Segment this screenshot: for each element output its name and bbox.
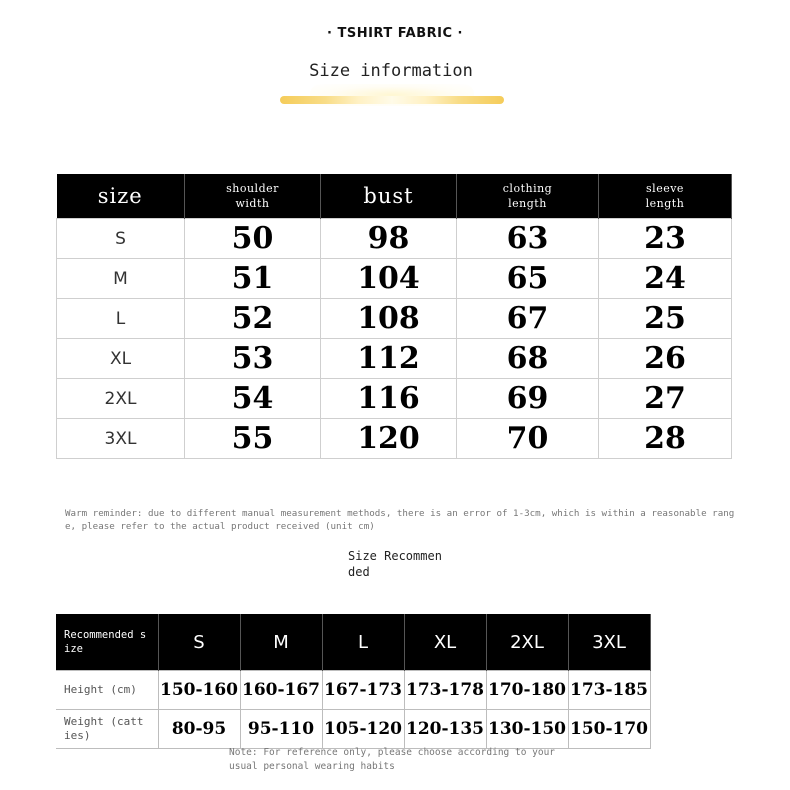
clothing-length-cell: 70: [457, 419, 599, 459]
header-recommended-size: Recommended size: [56, 614, 158, 671]
height-value: 150-160: [158, 671, 240, 710]
height-value: 173-185: [568, 671, 650, 710]
sleeve-length-cell: 26: [599, 339, 732, 379]
size-cell: 3XL: [57, 419, 185, 459]
weight-row: [56, 710, 650, 749]
bust-cell: 98: [321, 219, 457, 259]
table-row: [57, 259, 732, 299]
height-value: 160-167: [240, 671, 322, 710]
height-value: 170-180: [486, 671, 568, 710]
header-clothing-length: [457, 174, 599, 219]
brand-title: · TSHIRT FABRIC ·: [327, 26, 463, 41]
size-cell: 2XL: [57, 379, 185, 419]
header-shoulder-width: [185, 174, 321, 219]
table-row: [57, 299, 732, 339]
header-sleeve-length-label: sleeve length: [645, 182, 685, 210]
header-bust: bust: [321, 174, 457, 219]
measurement-reminder: Warm reminder: due to different manual measurement methods, there is an error of 1-3cm, which is within a reasonable range, please refer to the actual product received (unit cm): [65, 508, 735, 532]
bust-cell: 112: [321, 339, 457, 379]
size-cell: XL: [57, 339, 185, 379]
sleeve-length-cell: 27: [599, 379, 732, 419]
shoulder-width-cell: 50: [185, 219, 321, 259]
shoulder-width-cell: 53: [185, 339, 321, 379]
weight-value: 130-150: [486, 710, 568, 749]
clothing-length-cell: 65: [457, 259, 599, 299]
sleeve-length-cell: 23: [599, 219, 732, 259]
reference-note: Note: For reference only, please choose according to your usual personal wearing habits: [229, 747, 556, 772]
size-table-header: [57, 174, 732, 219]
height-value: 167-173: [322, 671, 404, 710]
shoulder-width-cell: 51: [185, 259, 321, 299]
header-sleeve-length: [599, 174, 732, 219]
weight-value: 95-110: [240, 710, 322, 749]
table-row: [57, 419, 732, 459]
weight-value: 150-170: [568, 710, 650, 749]
table-row: [57, 379, 732, 419]
bust-cell: 104: [321, 259, 457, 299]
weight-value: 105-120: [322, 710, 404, 749]
recommendation-title: Size Recommended: [348, 549, 442, 579]
header-clothing-length-label: clothing length: [502, 182, 553, 210]
bust-cell: 108: [321, 299, 457, 339]
weight-label: Weight (catties): [56, 710, 158, 749]
clothing-length-cell: 68: [457, 339, 599, 379]
weight-value: 80-95: [158, 710, 240, 749]
bust-cell: 116: [321, 379, 457, 419]
header-size-2xl: 2XL: [486, 614, 568, 671]
header-size-xl: XL: [404, 614, 486, 671]
page-subtitle: Size information: [309, 61, 473, 81]
clothing-length-cell: 67: [457, 299, 599, 339]
header-size-s: S: [158, 614, 240, 671]
sleeve-length-cell: 25: [599, 299, 732, 339]
height-label: Height (cm): [56, 671, 158, 710]
header-shoulder-width-label: shoulder width: [226, 182, 279, 210]
table-row: [57, 219, 732, 259]
size-recommendation-table: [56, 614, 651, 749]
header-size: size: [57, 174, 185, 219]
table-row: [57, 339, 732, 379]
size-cell: S: [57, 219, 185, 259]
sleeve-length-cell: 28: [599, 419, 732, 459]
size-cell: M: [57, 259, 185, 299]
header-size-l: L: [322, 614, 404, 671]
size-table: [56, 174, 732, 459]
header-size-m: M: [240, 614, 322, 671]
size-cell: L: [57, 299, 185, 339]
shoulder-width-cell: 55: [185, 419, 321, 459]
height-row: [56, 671, 650, 710]
recommendation-header: [56, 614, 650, 671]
title-underline: [280, 96, 504, 104]
bust-cell: 120: [321, 419, 457, 459]
height-value: 173-178: [404, 671, 486, 710]
header-size-3xl: 3XL: [568, 614, 650, 671]
clothing-length-cell: 69: [457, 379, 599, 419]
clothing-length-cell: 63: [457, 219, 599, 259]
weight-value: 120-135: [404, 710, 486, 749]
shoulder-width-cell: 54: [185, 379, 321, 419]
shoulder-width-cell: 52: [185, 299, 321, 339]
sleeve-length-cell: 24: [599, 259, 732, 299]
